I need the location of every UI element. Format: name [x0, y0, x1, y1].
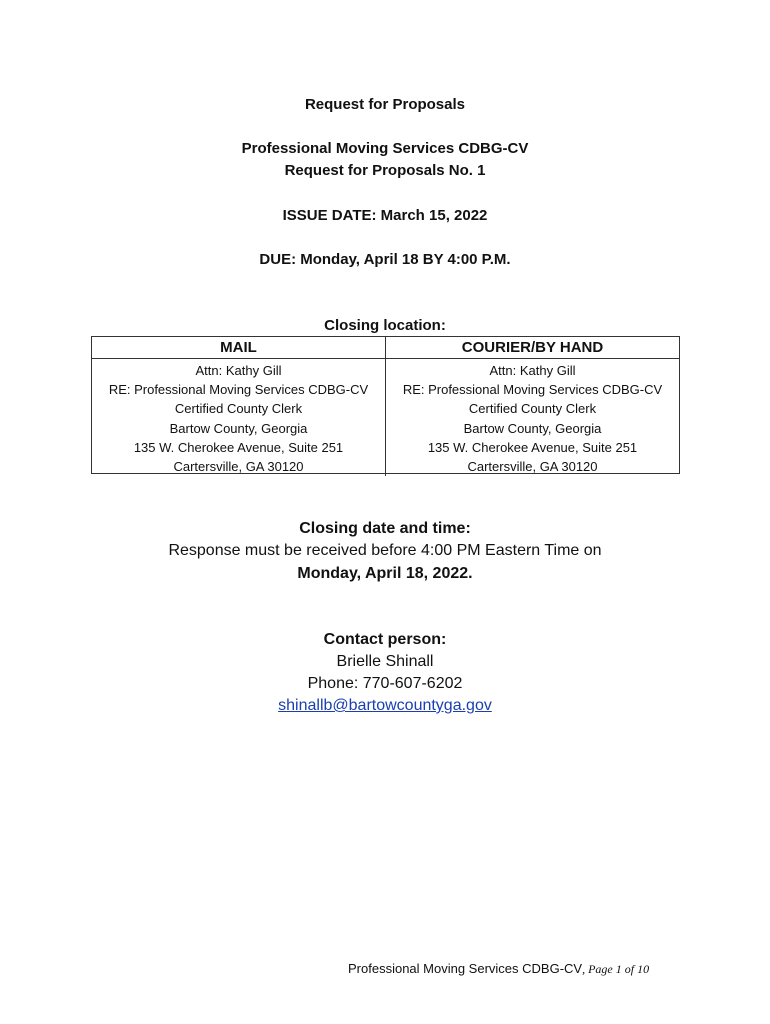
mail-address-cell	[92, 359, 386, 476]
courier-street: 135 W. Cherokee Avenue, Suite 251	[427, 439, 638, 455]
footer-title: Professional Moving Services CDBG-CV	[348, 961, 583, 976]
courier-county: Bartow County, Georgia	[463, 420, 602, 436]
closing-date: Monday, April 18, 2022.	[297, 565, 473, 582]
courier-attn: Attn: Kathy Gill	[489, 363, 576, 378]
courier-clerk: Certified County Clerk	[468, 401, 597, 417]
due-date: DUE: Monday, April 18 BY 4:00 P.M.	[259, 251, 511, 268]
contact-email-row	[0, 697, 770, 715]
courier-city: Cartersville, GA 30120	[467, 459, 598, 475]
mail-column-header: MAIL	[92, 337, 386, 359]
mail-re: RE: Professional Moving Services CDBG-CV	[108, 382, 369, 398]
mail-county: Bartow County, Georgia	[169, 420, 308, 436]
closing-datetime-text: Response must be received before 4:00 PM Eastern Time on	[168, 542, 602, 559]
mail-attn: Attn: Kathy Gill	[195, 363, 282, 378]
footer-page-number: , Page 1 of 10	[582, 962, 650, 976]
closing-location-heading: Closing location:	[324, 317, 446, 334]
courier-re: RE: Professional Moving Services CDBG-CV	[402, 382, 663, 398]
courier-address-cell	[386, 359, 679, 476]
mail-clerk: Certified County Clerk	[174, 401, 303, 417]
contact-name: Brielle Shinall	[336, 653, 434, 670]
courier-column-header: COURIER/BY HAND	[386, 337, 679, 359]
contact-phone: Phone: 770-607-6202	[307, 675, 463, 692]
page-footer	[348, 961, 649, 977]
rfp-number: Request for Proposals No. 1	[284, 162, 486, 179]
project-title: Professional Moving Services CDBG-CV	[241, 140, 529, 157]
contact-heading: Contact person:	[323, 631, 447, 648]
issue-date: ISSUE DATE: March 15, 2022	[282, 207, 488, 224]
document-type-title: Request for Proposals	[304, 96, 466, 113]
mail-street: 135 W. Cherokee Avenue, Suite 251	[133, 439, 344, 455]
closing-datetime-heading: Closing date and time:	[299, 520, 471, 537]
closing-location-table	[91, 336, 680, 474]
contact-email-link[interactable]: shinallb@bartowcountyga.gov	[278, 697, 492, 714]
mail-city: Cartersville, GA 30120	[173, 459, 304, 475]
